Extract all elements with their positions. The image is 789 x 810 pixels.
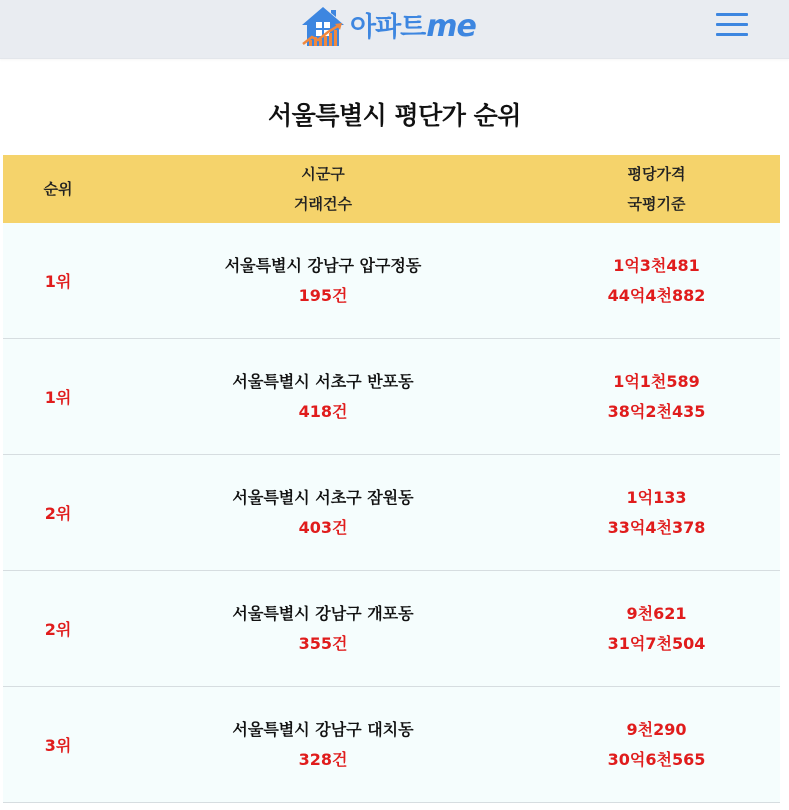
price-standard: 38억2천435 bbox=[607, 401, 706, 421]
region-name: 서울특별시 강남구 대치동 bbox=[232, 719, 414, 739]
table-header bbox=[3, 155, 780, 223]
column-price bbox=[533, 155, 780, 223]
rank-value: 1위 bbox=[44, 388, 72, 407]
menu-bar bbox=[716, 33, 748, 36]
column-rank bbox=[3, 155, 113, 223]
price-standard: 33억4천378 bbox=[607, 517, 706, 537]
price-per-pyeong: 1억1천589 bbox=[613, 371, 700, 391]
menu-bar bbox=[716, 13, 748, 16]
region-name: 서울특별시 강남구 압구정동 bbox=[224, 255, 422, 275]
top-header bbox=[0, 0, 789, 59]
rank-value: 2위 bbox=[44, 504, 72, 523]
transaction-count: 195건 bbox=[298, 285, 348, 305]
transaction-count: 403건 bbox=[298, 517, 348, 537]
price-per-pyeong: 9천290 bbox=[626, 719, 687, 739]
price-standard: 31억7천504 bbox=[607, 633, 706, 653]
price-per-pyeong: 1억133 bbox=[626, 487, 687, 507]
logo-suffix: me bbox=[426, 9, 476, 44]
rank-value: 1위 bbox=[44, 272, 72, 291]
column-region-label: 시군구 bbox=[301, 165, 345, 183]
page-title: 서울특별시 평단가 순위 bbox=[268, 101, 521, 130]
transaction-count: 418건 bbox=[298, 401, 348, 421]
column-count-label: 거래건수 bbox=[294, 195, 352, 213]
price-per-pyeong: 9천621 bbox=[626, 603, 687, 623]
column-region bbox=[113, 155, 533, 223]
region-name: 서울특별시 서초구 잠원동 bbox=[232, 487, 414, 507]
column-rank-label: 순위 bbox=[43, 180, 73, 198]
region-name: 서울특별시 강남구 개포동 bbox=[232, 603, 414, 623]
hamburger-menu-icon[interactable] bbox=[712, 10, 752, 42]
table-row[interactable] bbox=[3, 571, 780, 687]
logo-text: 아파트 bbox=[350, 12, 426, 43]
table-row[interactable] bbox=[3, 455, 780, 571]
transaction-count: 328건 bbox=[298, 749, 348, 769]
table-row[interactable] bbox=[3, 223, 780, 339]
transaction-count: 355건 bbox=[298, 633, 348, 653]
ranking-table bbox=[3, 155, 780, 803]
region-name: 서울특별시 서초구 반포동 bbox=[232, 371, 414, 391]
price-standard: 44억4천882 bbox=[607, 285, 706, 305]
logo-wordmark bbox=[350, 5, 476, 53]
rank-value: 2위 bbox=[44, 620, 72, 639]
table-row[interactable] bbox=[3, 339, 780, 455]
table-row[interactable] bbox=[3, 687, 780, 803]
site-logo[interactable] bbox=[298, 3, 476, 51]
price-standard: 30억6천565 bbox=[607, 749, 706, 769]
column-standard-label: 국평기준 bbox=[627, 195, 686, 213]
price-per-pyeong: 1억3천481 bbox=[613, 255, 700, 275]
house-chart-icon bbox=[298, 4, 348, 50]
menu-bar bbox=[716, 23, 748, 26]
column-price-label: 평당가격 bbox=[627, 165, 686, 183]
rank-value: 3위 bbox=[44, 736, 72, 755]
